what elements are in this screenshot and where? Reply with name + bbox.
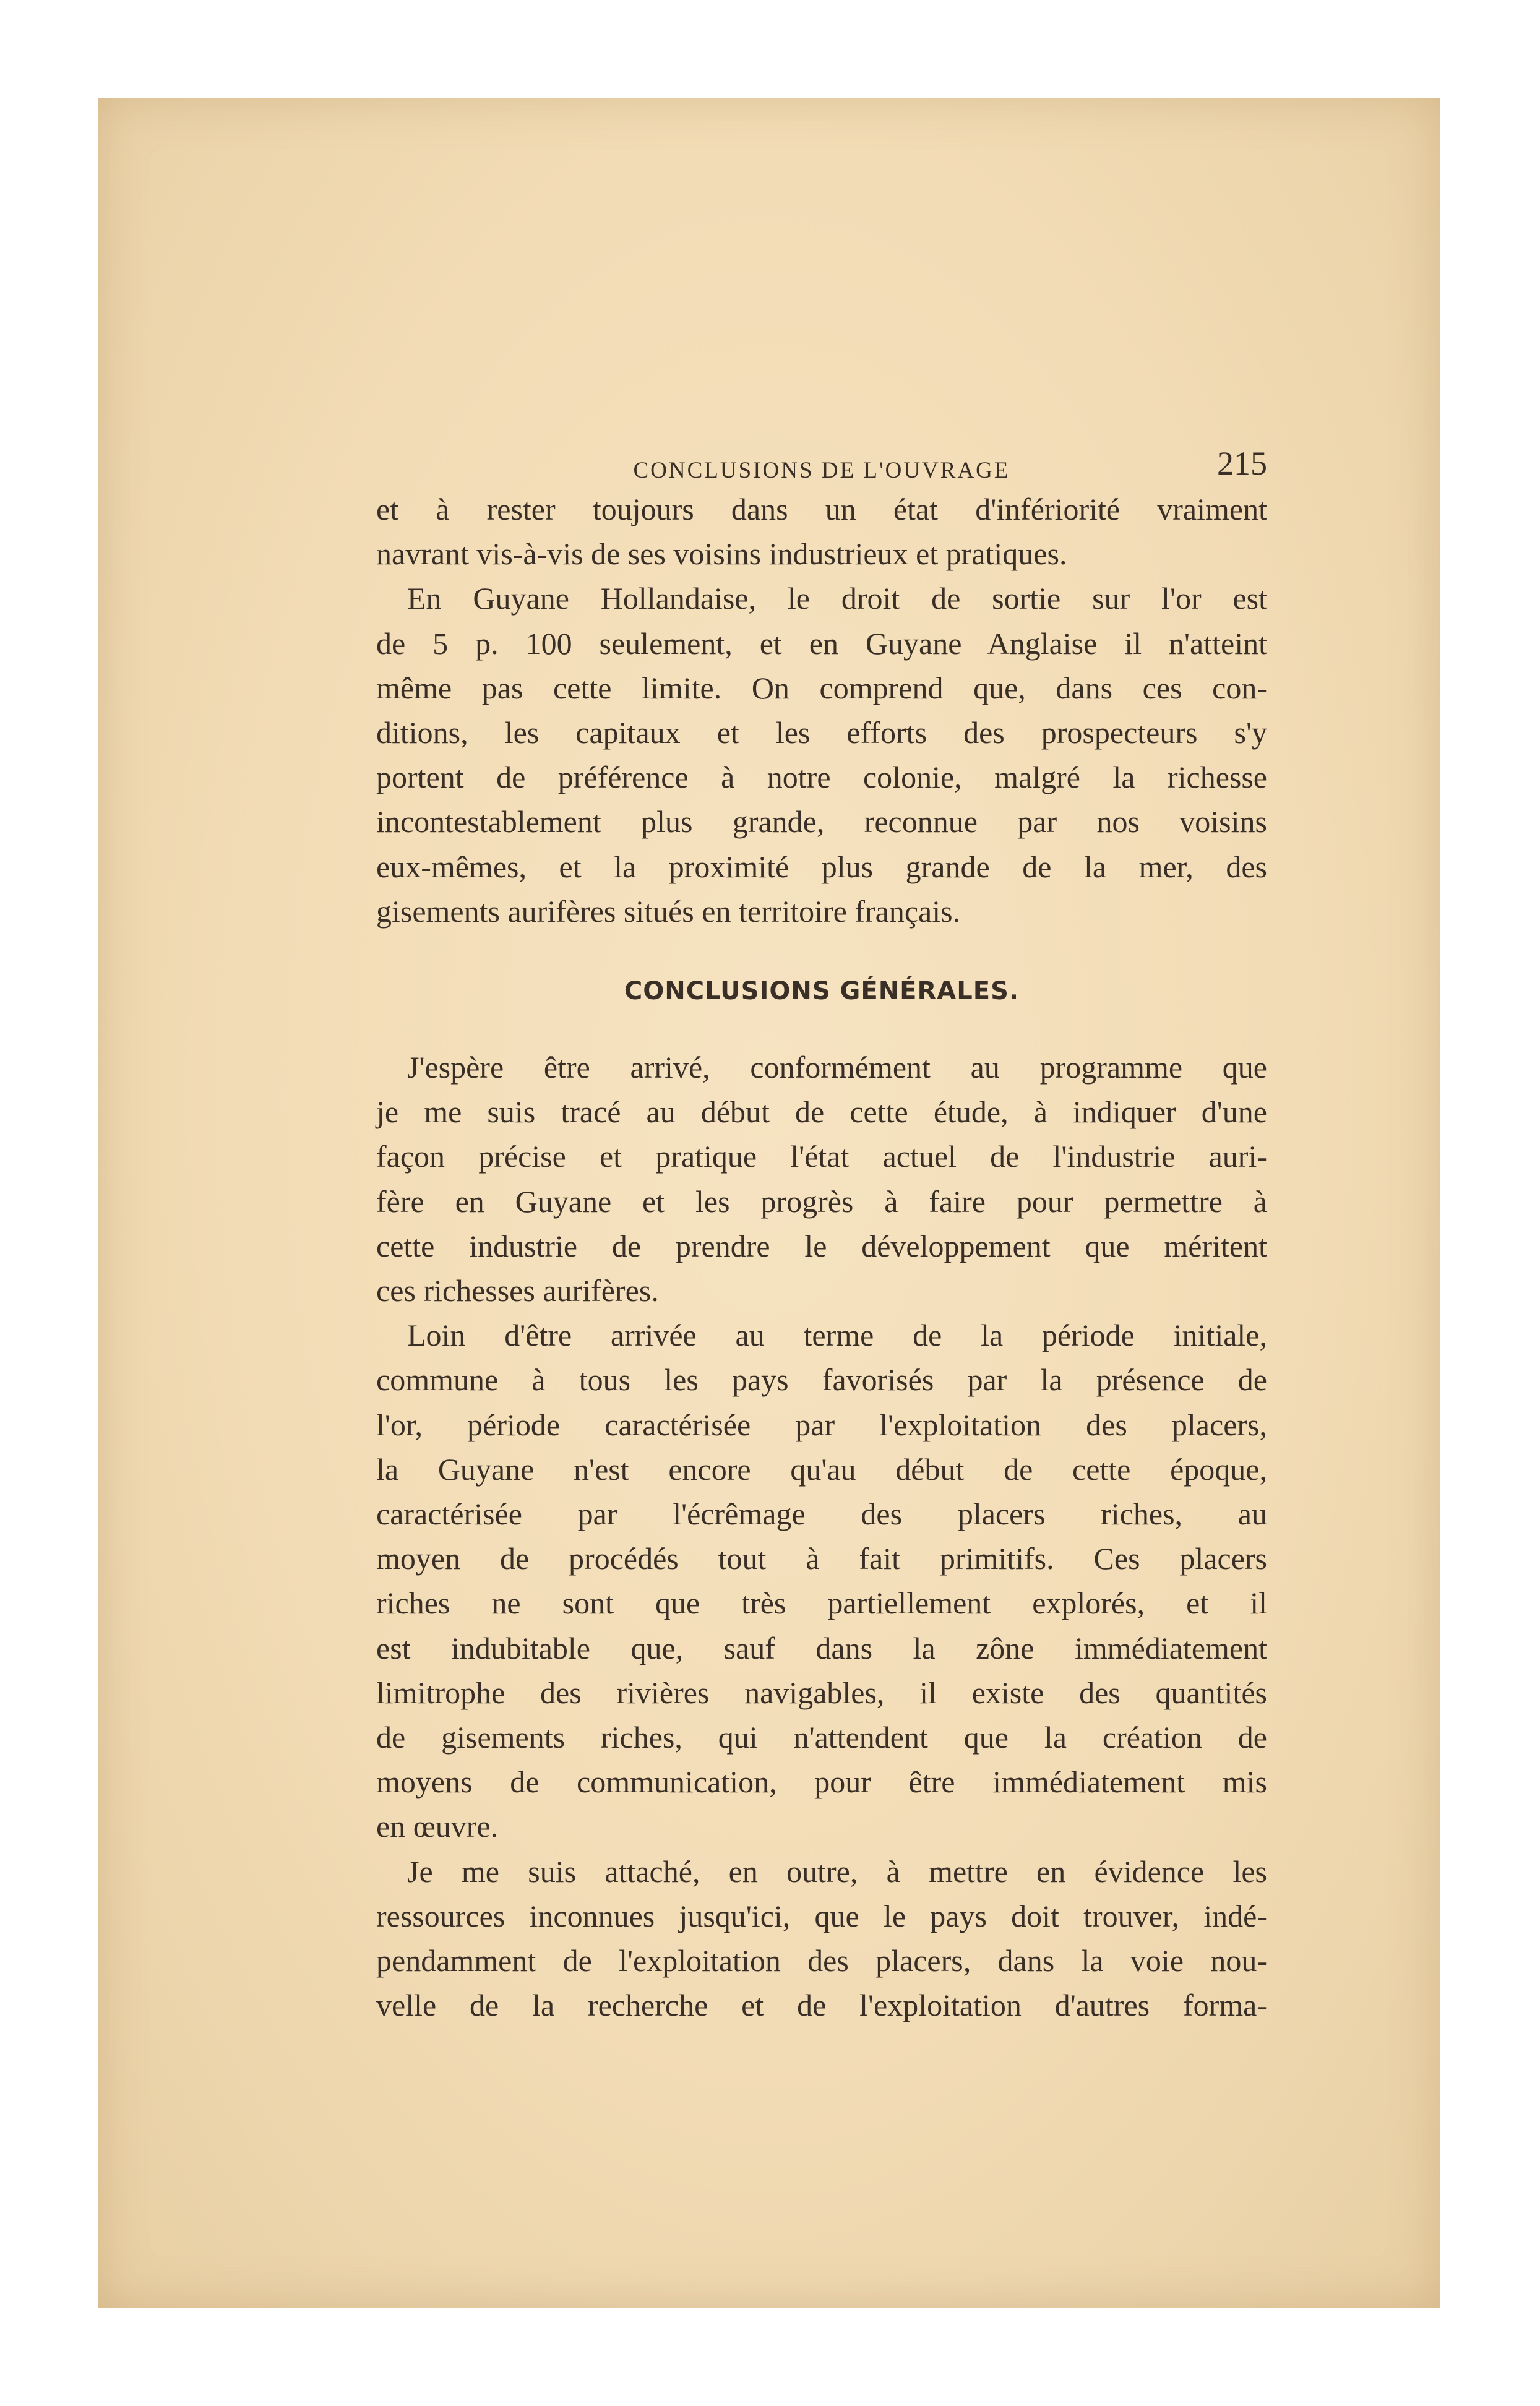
text-line: portent de préférence à notre colonie, malgré la richesse [376,760,1267,795]
text-line: façon précise et pratique l'état actuel de l'industrie auri- [376,1139,1267,1174]
text-line: moyens de communication, pour être immédiatement mis [376,1764,1267,1800]
text-line: pendamment de l'exploitation des placers, dans la voie nou- [376,1943,1267,1979]
text-line: est indubitable que, sauf dans la zône immédiatement [376,1630,1267,1665]
paragraph-ressources [376,1849,1267,2028]
paragraph-guyane-hollandaise [376,576,1267,934]
text-line: velle de la recherche et de l'exploitation d'autres forma- [376,1988,1267,2023]
text-line: ressources inconnues jusqu'ici, que le pays doit trouver, indé- [376,1898,1267,1933]
running-head [376,441,1267,486]
text-line: riches ne sont que très partiellement explorés, et il [376,1586,1267,1621]
page-number: 215 [1217,445,1267,482]
text-line: de 5 p. 100 seulement, et en Guyane Anglaise il n'atteint [376,625,1267,661]
text-line: je me suis tracé au début de cette étude, à indiquer d'une [376,1094,1267,1130]
text-line: ces richesses aurifères. [376,1273,659,1308]
page-text-block [376,441,1267,2028]
paragraph-periode-initiale [376,1313,1267,1849]
running-title: CONCLUSIONS DE L'OUVRAGE [633,458,1010,483]
text-line: eux-mêmes, et la proximité plus grande de la mer, des [376,849,1267,884]
text-line: en œuvre. [376,1809,499,1844]
text-line: ditions, les capitaux et les efforts des prospecteurs s'y [376,715,1267,750]
text-line: Je me suis attaché, en outre, à mettre en évidence les [407,1854,1267,1889]
text-line: cette industrie de prendre le développement que méritent [376,1228,1267,1263]
text-line: même pas cette limite. On comprend que, dans ces con- [376,670,1267,705]
text-line: caractérisée par l'écrêmage des placers riches, au [376,1497,1267,1532]
text-line: En Guyane Hollandaise, le droit de sortie sur l'or est [407,581,1267,616]
text-line: J'espère être arrivé, conformément au programme que [407,1050,1267,1085]
text-line: fère en Guyane et les progrès à faire pour permettre à [376,1184,1267,1219]
text-line: commune à tous les pays favorisés par la présence de [376,1362,1267,1398]
paragraph-continuation [376,487,1267,576]
section-heading: CONCLUSIONS GÉNÉRALES. [624,977,1020,1006]
text-line: navrant vis-à-vis de ses voisins industrieux et pratiques. [376,536,1067,572]
text-line: la Guyane n'est encore qu'au début de cette époque, [376,1451,1267,1487]
text-line: limitrophe des rivières navigables, il existe des quantités [376,1675,1267,1710]
text-line: et à rester toujours dans un état d'infériorité vraiment [376,492,1267,526]
text-line: gisements aurifères situés en territoire français. [376,893,961,929]
text-line: moyen de procédés tout à fait primitifs. Ces placers [376,1541,1267,1576]
text-line: l'or, période caractérisée par l'exploitation des placers, [376,1407,1267,1442]
paragraph-programme [376,1045,1267,1313]
scanned-page [98,98,1440,2308]
text-line: Loin d'être arrivée au terme de la période initiale, [407,1318,1267,1353]
text-line: de gisements riches, qui n'attendent que la création de [376,1720,1267,1755]
text-line: incontestablement plus grande, reconnue par nos voisins [376,804,1267,840]
